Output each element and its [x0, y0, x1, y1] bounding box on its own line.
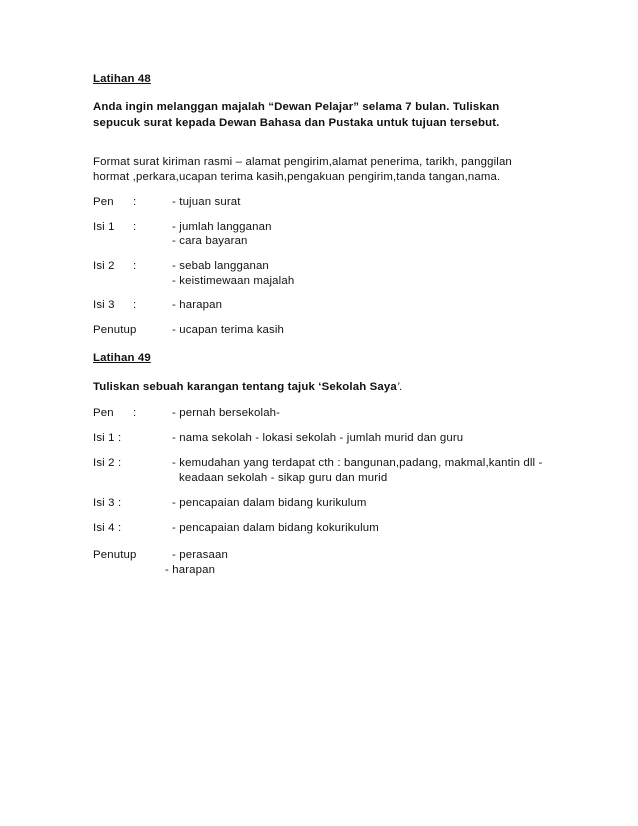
outline-label: Isi 3 : — [93, 497, 122, 509]
latihan-48-question-line-1: Anda ingin melanggan majalah “Dewan Pelajar” selama 7 bulan. Tuliskan — [93, 101, 500, 113]
outline-label: Isi 3 — [93, 299, 115, 311]
outline-point: - keistimewaan majalah — [172, 275, 295, 287]
outline-label: Isi 1 : — [93, 432, 122, 444]
outline-point: - sebab langganan — [172, 260, 269, 272]
outline-colon: : — [133, 260, 137, 272]
latihan-49-question — [93, 381, 403, 393]
latihan-49-heading: Latihan 49 — [93, 352, 151, 364]
outline-colon: : — [133, 407, 137, 419]
outline-label: Isi 2 : — [93, 457, 122, 469]
outline-point: - harapan — [165, 564, 216, 576]
outline-colon: : — [133, 196, 137, 208]
outline-label: Penutup — [93, 549, 137, 561]
format-line-2: hormat ,perkara,ucapan terima kasih,pengakuan pengirim,tanda tangan,nama. — [93, 171, 501, 183]
outline-label: Pen — [93, 407, 114, 419]
latihan-49-question-end: ’. — [396, 381, 403, 393]
outline-point: - tujuan surat — [172, 196, 241, 208]
outline-colon: : — [133, 299, 137, 311]
latihan-48-heading: Latihan 48 — [93, 73, 151, 85]
latihan-48-question-line-2: sepucuk surat kepada Dewan Bahasa dan Pustaka untuk tujuan tersebut. — [93, 117, 500, 129]
outline-point: - cara bayaran — [172, 235, 248, 247]
outline-point: - pencapaian dalam bidang kokurikulum — [172, 522, 379, 534]
outline-label: Isi 1 — [93, 221, 115, 233]
outline-point: - harapan — [172, 299, 223, 311]
outline-point: - ucapan terima kasih — [172, 324, 285, 336]
outline-label: Isi 2 — [93, 260, 115, 272]
outline-point: - jumlah langganan — [172, 221, 272, 233]
outline-point: keadaan sekolah - sikap guru dan murid — [179, 472, 388, 484]
outline-label: Penutup — [93, 324, 137, 336]
outline-point: - pencapaian dalam bidang kurikulum — [172, 497, 367, 509]
format-line-1: Format surat kiriman rasmi – alamat pengirim,alamat penerima, tarikh, panggilan — [93, 156, 512, 168]
latihan-49-question-text: Tuliskan sebuah karangan tentang tajuk ‘Sekolah Saya — [93, 381, 397, 393]
outline-point: - pernah bersekolah- — [172, 407, 281, 419]
outline-point: - nama sekolah - lokasi sekolah - jumlah murid dan guru — [172, 432, 464, 444]
outline-point: - kemudahan yang terdapat cth : bangunan,padang, makmal,kantin dll - — [172, 457, 543, 469]
outline-colon: : — [133, 221, 137, 233]
outline-point: - perasaan — [172, 549, 228, 561]
outline-label: Pen — [93, 196, 114, 208]
outline-label: Isi 4 : — [93, 522, 122, 534]
